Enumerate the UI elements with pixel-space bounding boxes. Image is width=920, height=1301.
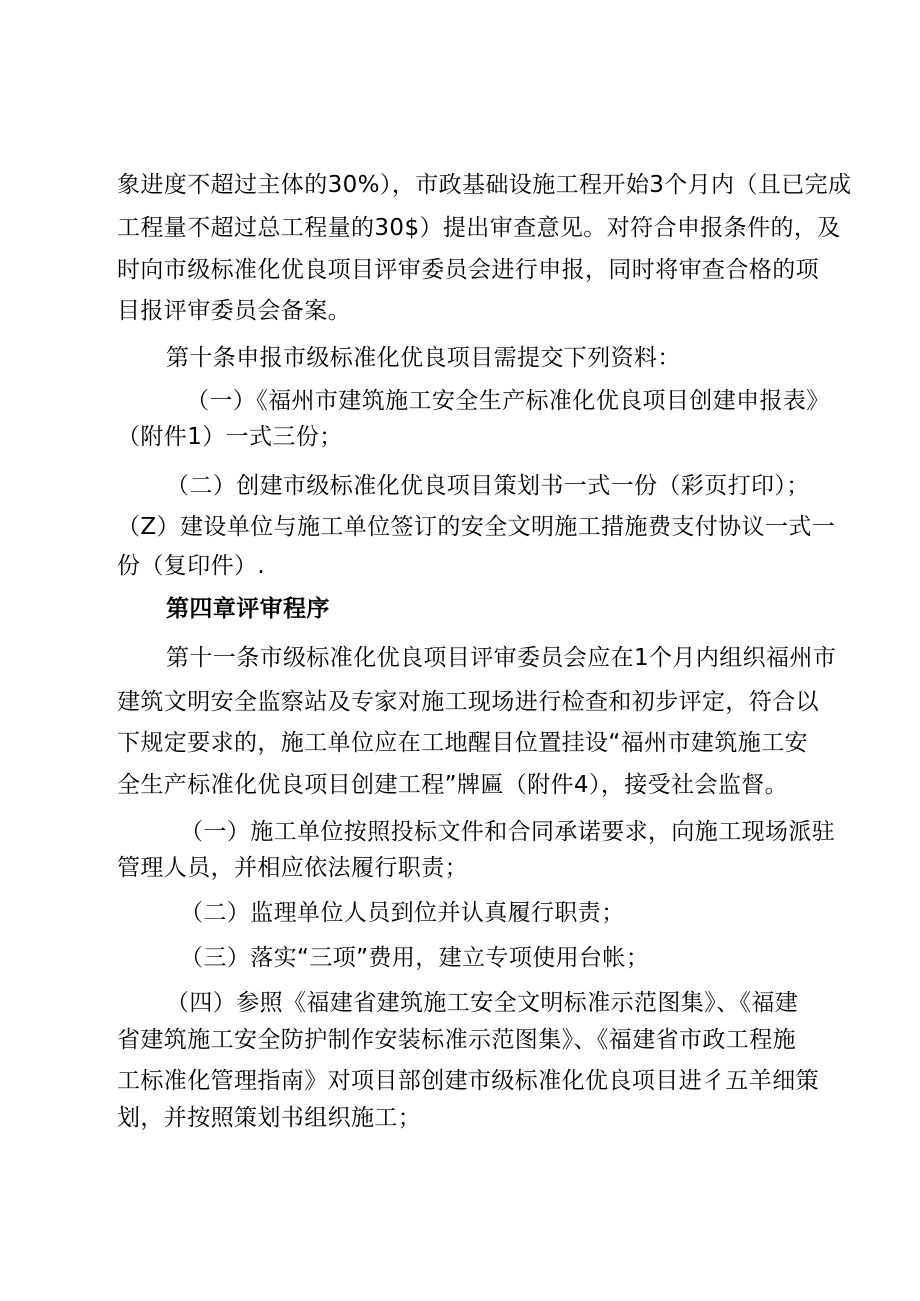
- list-item-line: 份（复印件）.: [117, 553, 266, 579]
- list-item-line: 管理人员，并相应依法履行职责；: [117, 855, 468, 881]
- paragraph-line: 建筑文明安全监察站及专家对施工现场进行检查和初步评定，符合以: [117, 689, 819, 715]
- paragraph-line: 工程量不超过总工程量的30$）提出审查意见。对符合申报条件的，及: [117, 215, 841, 241]
- article-10-line: 第十条申报市级标准化优良项目需提交下列资料：: [166, 345, 681, 371]
- list-item-line: （三）落实“三项”费用，建立专项使用台帐；: [180, 945, 650, 971]
- paragraph-line: 时向市级标准化优良项目评审委员会进行申报，同时将审查合格的项: [117, 257, 819, 283]
- paragraph-line: 全生产标准化优良项目创建工程”牌匾（附件4），接受社会监督。: [117, 772, 789, 798]
- paragraph-line: 目报评审委员会备案。: [117, 298, 351, 324]
- list-item-line: （附件1）一式三份；: [117, 424, 343, 450]
- list-item-line: （一）施工单位按照投标文件和合同承诺要求，向施工现场派驻: [180, 819, 836, 845]
- list-item-line: （二）创建市级标准化优良项目策划书一式一份（彩页打印）；: [166, 473, 810, 499]
- list-item-line: 工标准化管理指南》对项目部创建市级标准化优良项目进彳五羊细策: [117, 1068, 819, 1094]
- list-item-line: 省建筑施工安全防护制作安装标准示范图集》、《福建省市政工程施: [117, 1027, 796, 1053]
- list-item-line: （四）参照《福建省建筑施工安全文明标准示范图集》、《福建: [166, 990, 799, 1016]
- article-11-line: 第十一条市级标准化优良项目评审委员会应在1个月内组织福州市: [166, 645, 837, 671]
- list-item-line: （二）监理单位人员到位并认真履行职责；: [180, 900, 625, 926]
- chapter-heading: 第四章评审程序: [166, 596, 330, 622]
- paragraph-line: 下规定要求的，施工单位应在工地醒目位置挂设“福州市建筑施工安: [117, 730, 808, 756]
- list-item-line: （一）《福州市建筑施工安全生产标准化优良项目创建申报表》: [186, 388, 830, 414]
- paragraph-line: 象进度不超过主体的30%），市政基础设施工程开始3个月内（且已完成: [117, 172, 852, 198]
- list-item-line: （Z）建设单位与施工单位签订的安全文明施工措施费支付协议一式一: [117, 514, 836, 540]
- list-item-line: 划，并按照策划书组织施工；: [117, 1105, 422, 1131]
